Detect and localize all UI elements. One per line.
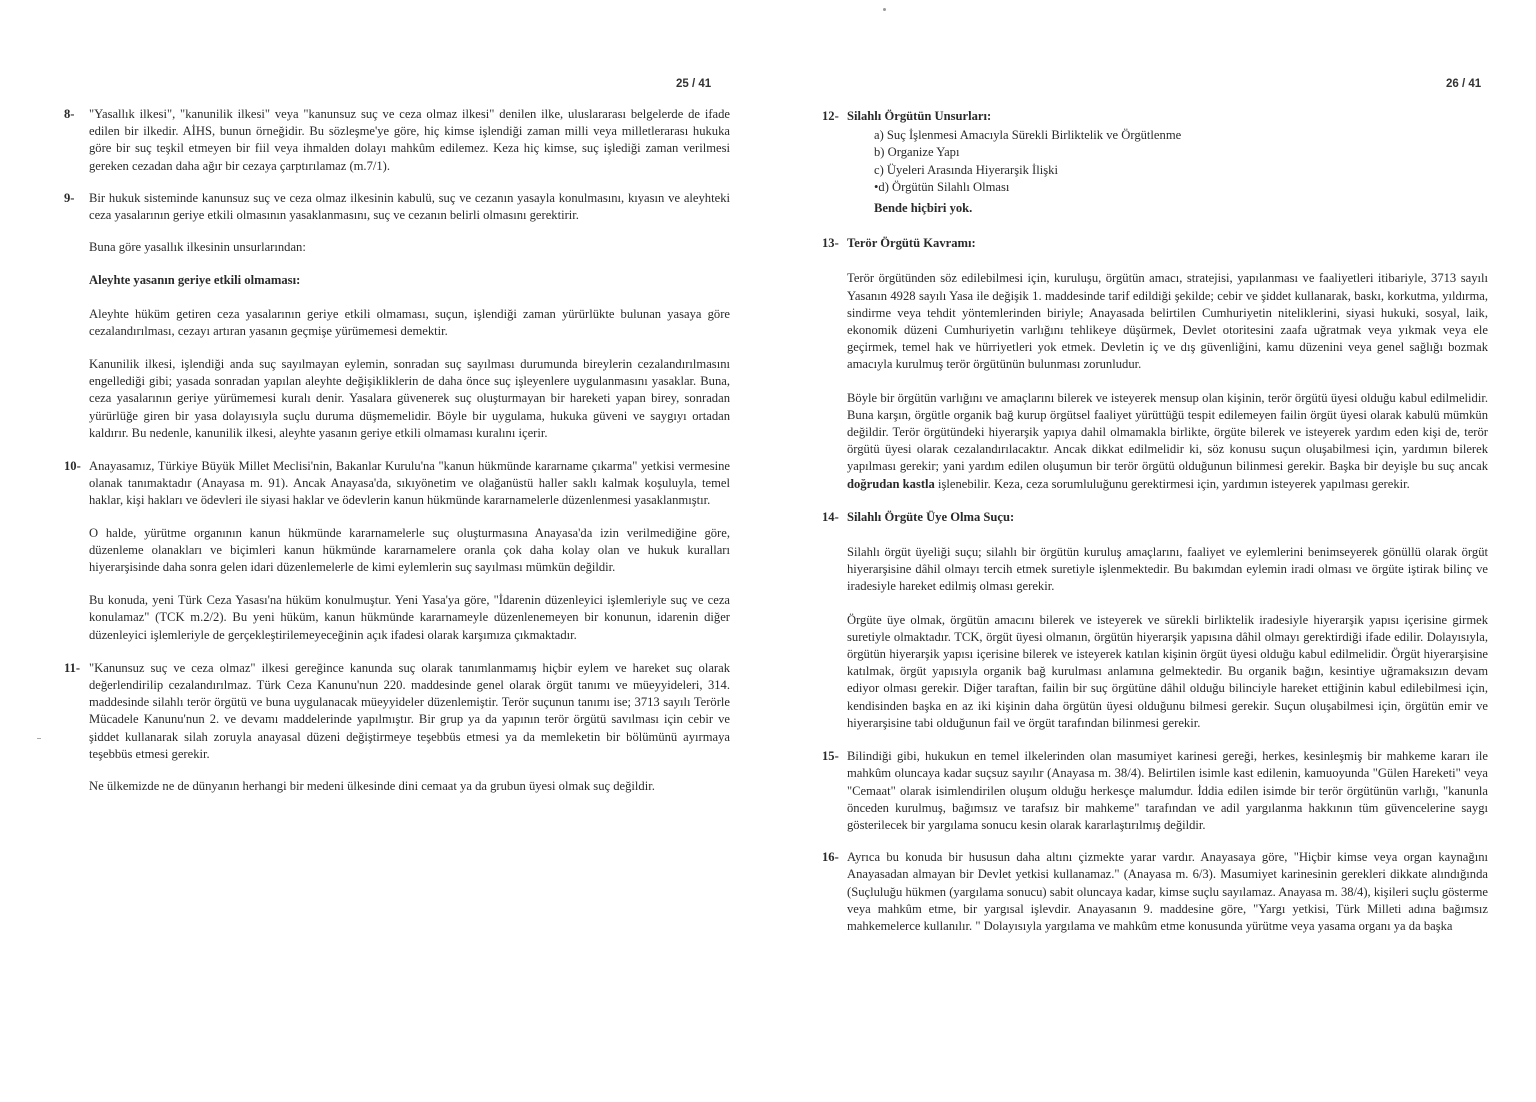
paragraph: O halde, yürütme organının kanun hükmünde kararnamelerle suç oluşturmasına Anayasa'da izin verilmediğine göre, düzenleme olanakları ve biçimleri kanun hükmünde kararnamelere oranla çok daha kolay olan ve hukuk kuralları hiyerarşisinde daha sonra gelen idari düzenlemelerle de kimi eylemlerin suç sayılması mümkün değildir.: [89, 525, 730, 575]
item-number: 9-: [64, 190, 75, 205]
section-heading-12: [822, 108, 1488, 125]
item-number: 14-: [822, 509, 839, 524]
section-heading-13: [822, 235, 1488, 252]
page-number: 25 / 41: [676, 78, 712, 90]
paragraph: Bu konuda, yeni Türk Ceza Yasası'na hüküm konulmuştur. Yeni Yasa'ya göre, "İdarenin düzenleyici işlemleriyle suç ve ceza konulamaz" (TCK m.2/2). Bu yeni hüküm, kanun hükmünde kararnameyle düzenlenemeyen bir konunun, idarenin diğer düzenleyici işlemleriyle de gerçekleştirilemeyeceğinin açık ifadesi olarak karşımıza çıkmaktadır.: [89, 593, 730, 642]
section-title: Terör Örgütü Kavramı:: [847, 236, 976, 251]
list-item: b) Organize Yapı: [874, 145, 960, 160]
item-9: [64, 190, 730, 224]
item-11: [64, 660, 730, 763]
item-15: [822, 748, 1488, 834]
paragraph: Aleyhte hüküm getiren ceza yasalarının geriye etkili olmaması, suçun, işlendiği zaman yürürlükte bulunan yasaya göre cezalandırılması, cezayı artıran yasanın geçmişe yürümemesi demektir.: [89, 306, 730, 338]
item-10: [64, 458, 730, 510]
section-title: Silahlı Örgüte Üye Olma Suçu:: [847, 509, 1015, 524]
item-number: 11-: [64, 660, 81, 675]
list-item: c) Üyeleri Arasında Hiyerarşik İlişki: [874, 162, 1058, 177]
emphasis-text: doğrudan kastla: [847, 476, 935, 491]
paragraph-text: Böyle bir örgütün varlığını ve amaçlarını bilerek ve isteyerek mensup olan kişinin, terör örgütü üyesi olduğu kabul edilmelidir. Buna karşın, örgütle organik bağ kurup örgütsel faaliyet yürüttüğü tespit edilemeyen failin örgüt üyesi olarak kabulü mümkün değildir. Terör örgütündeki hiyerarşik yapıya dahil olmamakla birlikte, örgüte bilerek ve isteyerek yardım eden kişi de, terör örgütü üyesi olarak cezalandırılacaktır. Ancak dikkat edilmelidir ki, söz konusu suçun oluşabilmesi için, yardımın bilerek yapılması gerekir; yani yardım edilen oluşumun bir terör örgütü olduğunun bilinmesi gerekir. Başka bir deyişle bu suç ancak: [847, 390, 1488, 474]
item-number: 13-: [822, 236, 839, 251]
section-heading-14: [822, 509, 1488, 526]
item-text: Anayasamız, Türkiye Büyük Millet Meclisi'nin, Bakanlar Kurulu'na "kanun hükmünde kararname çıkarma" yetkisi vermesine olanak tanımaktadır (Anayasa m. 91). Ancak Anayasa'da, sıkıyönetim ve olağanüstü haller saklı kalmak koşuluyla, temel haklar, kişi hakları ve ödevleri ile siyasi haklar ve ödevlerin kanun hükmünde kararnamelerle düzenlenmesi yasaklanmıştır.: [89, 459, 730, 508]
item-text: Bilindiği gibi, hukukun en temel ilkelerinden olan masumiyet karinesi gereği, herkes, kesinleşmiş bir mahkeme kararı ile mahkûm oluncaya kadar suçsuz sayılır (Anayasa m. 38/4). Belirtilen isimle kast edilenin, kamuoyunda "Gülen Hareketi" veya "Cemaat" olarak isimlendirilen oluşum olduğu herkesçe malumdur. İddia edilen isimde bir terör örgütünün varlığı, "kanunla önceden kurulmuş, bağımsız ve tarafsız bir mahkeme" tarafından ve adil yargılanma hakkının tüm güvencelerine saygı gösterilecek bir yargılama sonucu kesin olarak kararlaştırılmış değildir.: [847, 749, 1488, 832]
item-text: Bir hukuk sisteminde kanunsuz suç ve ceza olmaz ilkesinin kabulü, suç ve cezanın yasayla konulmasını, kıyasın ve aleyhteki ceza yasalarının geriye etkili olmasının yasaklanmasını, suç ve cezanın belirli olmasını gerektirir.: [89, 190, 730, 223]
item-text: "Yasallık ilkesi", "kanunilik ilkesi" veya "kanunsuz suç ve ceza olmaz ilkesi" denilen ilke, uluslararası belgelerde de ifade edilen bir ilkedir. AİHS, bunun örneğidir. Bu sözleşme'ye göre, hiç kimse işlendiği zaman milli veya milletlerarası hukuka göre bir suç teşkil etmeyen bir fiil veya ihmalden dolayı mahkûm edilemez. Keza hiç kimse, suç işlediği zaman verilmesi gereken cezadan daha ağır bir cezaya çarptırılamaz (m.7/1).: [89, 107, 730, 173]
item-text: Ayrıca bu konuda bir hususun daha altını çizmekte yarar vardır. Anayasaya göre, "Hiçbir kimse veya organ kaynağını Anayasadan almayan bir Devlet yetkisi kullanamaz." (Anayasa m. 6/3). Masumiyet karinesinin gerekleri dikkate alındığında (Suçluluğu hükmen (yargılama sonucu) sabit oluncaya kadar, kimse suçlu sayılamaz. Anayasa m. 38/4), kişileri suçlu gösterme veya mahkûm etme, bir yargısal işlevdir. Anayasanın 9. maddesine göre, "Yargı yetkisi, Türk Milleti adına bağımsız mahkemelerce kullanılır. " Dolayısıyla yargılama ve mahkûm etme konusunda yürütme veya yasama organı ya da başka: [847, 850, 1488, 933]
list-item: a) Suç İşlenmesi Amacıyla Sürekli Birliktelik ve Örgütlenme: [874, 128, 1182, 143]
item-16: [822, 849, 1488, 935]
section-title: Silahlı Örgütün Unsurları:: [847, 109, 992, 123]
item-8: [64, 106, 730, 175]
left-page-content: [64, 106, 730, 811]
list-item: •d) Örgütün Silahlı Olması: [874, 179, 1010, 194]
item-number: 8-: [64, 107, 75, 121]
item-number: 15-: [822, 749, 839, 764]
paragraph: [847, 390, 1488, 493]
right-page: [768, 0, 1536, 1102]
item-number: 10-: [64, 459, 81, 474]
paragraph: Silahlı örgüt üyeliği suçu; silahlı bir örgütün kuruluş amaçlarını, faaliyet ve eylemlerini benimseyerek gönüllü olarak örgüt hiyerarşisine dâhil olmayı tercih etmek suretiyle işlenmektedir. Bu bakımdan eylemin iradi olması ve örgüte iştirak bilinç ve iradesiyle hareket edilmiş olması gerekir.: [847, 545, 1488, 594]
page-number: 26 / 41: [1446, 78, 1482, 90]
paragraph-intro: Buna göre yasallık ilkesinin unsurlarından:: [89, 240, 306, 255]
paragraph-text: işlenebilir. Keza, ceza sorumluluğunu gerektirmesi için, yardımın isteyerek yapılması gerekir.: [934, 476, 1410, 491]
element-list: [874, 127, 1488, 196]
note: Bende hiçbiri yok.: [874, 201, 973, 216]
paragraph: Terör örgütünden söz edilebilmesi için, kuruluşu, örgütün amacı, stratejisi, yapılanması ve faaliyetleri itibariyle, 3713 sayılı Yasanın 4928 sayılı Yasa ile değişik 1. maddesinde tarif edildiği şekilde; cebir ve şiddet kullanarak, baskı, korkutma, yıldırma, sindirme veya tehdit yöntemlerinden biriyle; Anayasada belirtilen Cumhuriyetin niteliklerini, siyasi hukuki, sosyal, laik, ekonomik düzeni Cumhuriyetin varlığını tehlikeye düşürmek, Devlet otoritesini zaafa uğratmak veya yıkmak veya ele geçirmek, temel hak ve hürriyetleri yok etmek. Devletin iç ve dış güvenliğini, kamu düzenini veya genel sağlığı bozmak amacıyla kurulmuş terör örgütünün bulunması zorunludur.: [847, 271, 1488, 372]
item-number: 12-: [822, 109, 839, 123]
item-text: "Kanunsuz suç ve ceza olmaz" ilkesi gereğince kanunda suç olarak tanımlanmamış hiçbir eylem ve hareket suç olarak değerlendirilip cezalandırılmaz. Türk Ceza Kanunu'nun 220. maddesinde genel olarak örgüt tanımı ve müeyyideleri, 314. maddesinde silahlı terör örgütü ve buna uygulanacak müeyyideler düzenlemiştir. Terör suçunun tanımı ise; 3713 sayılı Terörle Mücadele Kanunu'nun 2. ve devamı maddelerinde yapılmıştır. Bir grup ya da yapının terör örgütü savılması için cebir ve şiddet kullanarak silah zoruyla anayasal düzeni değiştirmeye teşebbüs etmesi ya da memleketin bir bölümünü ayırmaya teşebbüs etmesi gerekir.: [89, 660, 730, 761]
paragraph-heading: Aleyhte yasanın geriye etkili olmaması:: [89, 273, 301, 288]
paragraph: Kanunilik ilkesi, işlendiği anda suç sayılmayan eylemin, sonradan suç sayılması durumunda bireylerin cezalandırılmasını engellediği gibi; yasada sonradan yapılan aleyhte değişikliklerin de daha önce suç işleyenlere uygulanmasını yasaklar. Buna, ceza yasalarının geriye yürümemesi kuralı denir. Yasalara güvenerek suç oluşturmayan bir hareketi yapan birey, sonradan yürürlüğe giren bir yasa dolayısıyla suçlu duruma düşmemelidir. Böyle bir uygulama, hukuka güveni ve saygıyı ortadan kaldırır. Bu nedenle, kanunilik ilkesi, aleyhte yasanın geriye etkili olmaması kuralını içerir.: [89, 357, 730, 440]
right-page-content: [822, 108, 1488, 950]
item-number: 16-: [822, 850, 839, 865]
paragraph: Örgüte üye olmak, örgütün amacını bilerek ve isteyerek ve sürekli birliktelik iradesiyle hiyerarşik yapısı içerisine girmek suretiyle olmaktadır. TCK, örgüt üyesi olmanın, örgütün hiyerarşik yapısına dâhil olmayı gerektirdiği ifade edilir. Dolayısıyla, örgütün hiyerarşik yapısı içerisine bilerek ve isteyerek katılan kişinin örgüt üyesi olduğu kabul edilmelidir. Örgüt hiyerarşisine katılmak, örgüt yapısıyla organik bağ kurulması anlamına gelmektedir. Bu organik bağın, kesintiye uğramaksızın devam ediyor olması gerekir. Diğer taraftan, failin bir suç örgütüne dâhil olduğu bilinciyle hareket ettiğinin kabul edilebilmesi için, kendisinden başka en az iki kişinin daha örgütün üyesi olduğunu bilmesi gerekir. Suçun oluşabilmesi için, örgütün emir ve hiyerarşisine tabi olduğunun fail ve örgüt tarafından bilinmesi gerekir.: [847, 612, 1488, 730]
paragraph: Ne ülkemizde ne de dünyanın herhangi bir medeni ülkesinde dini cemaat ya da grubun üyesi olmak suç değildir.: [89, 779, 655, 794]
